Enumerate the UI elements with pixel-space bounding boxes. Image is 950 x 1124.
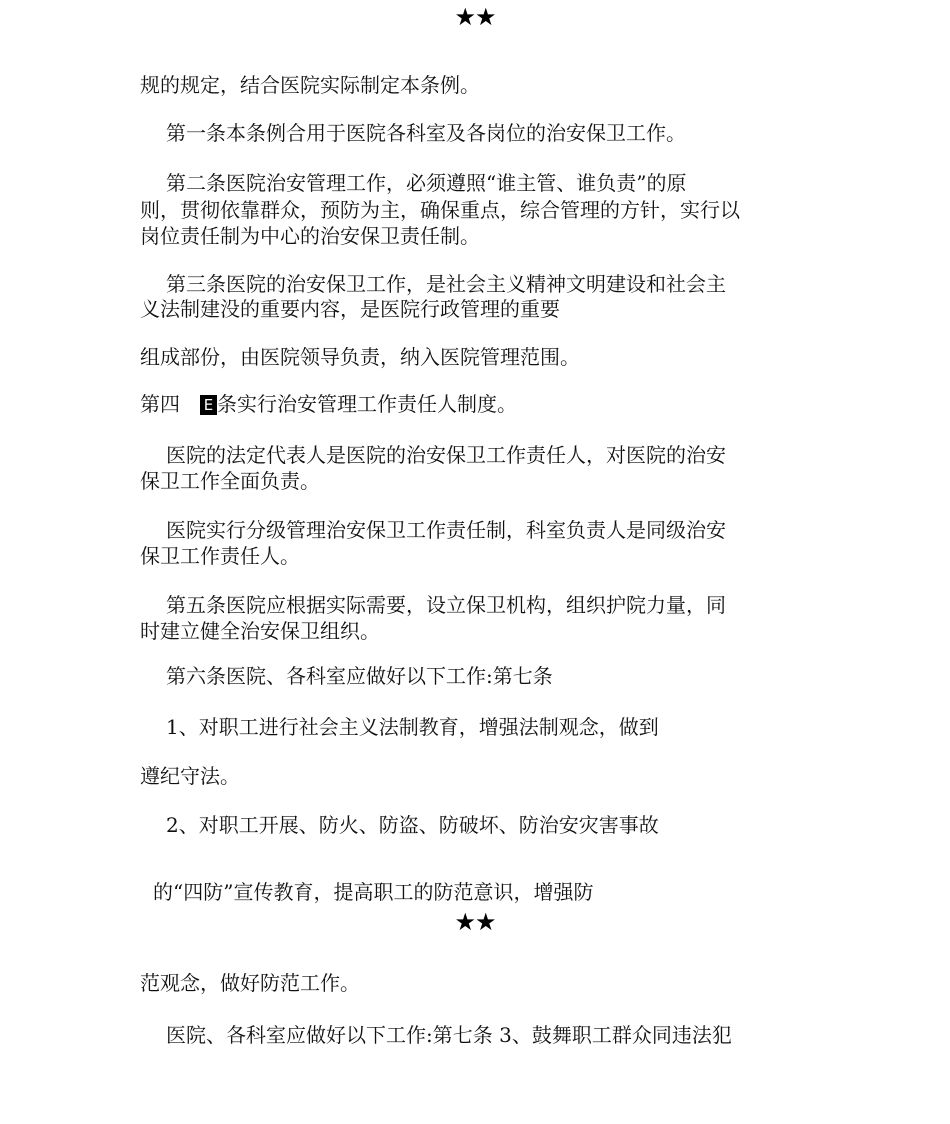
list-item-1-line-1: 1、对职工进行社会主义法制教育，增强法制观念，做到	[166, 715, 659, 739]
list-item-2-line-2: 的“四防”宣传教育，提高职工的防范意识，增强防	[153, 880, 594, 904]
article-4-suffix: 条实行治安管理工作责任人制度。	[217, 392, 517, 416]
article-4-line	[140, 392, 517, 416]
article-2-line-1: 第二条医院治安管理工作，必须遵照“谁主管、谁负责”的原	[166, 171, 687, 195]
paragraph-line: 保卫工作全面负责。	[140, 469, 320, 493]
footer-stars: ★★	[454, 908, 496, 936]
list-item-1-line-2: 遵纪守法。	[140, 764, 240, 788]
article-5-line-2: 时建立健全治安保卫组织。	[140, 619, 380, 643]
text-line: 医院、各科室应做好以下工作:第七条 3、鼓舞职工群众同违法犯	[166, 1023, 732, 1047]
paragraph-line: 医院的法定代表人是医院的治安保卫工作责任人，对医院的治安	[166, 443, 726, 467]
list-item-2-line-1: 2、对职工开展、防火、防盗、防破坏、防治安灾害事故	[166, 813, 659, 837]
article-6-line: 第六条医院、各科室应做好以下工作:第七条	[166, 664, 553, 688]
article-4-prefix: 第四	[140, 392, 200, 416]
article-2-line-3: 岗位责任制为中心的治安保卫责任制。	[140, 224, 480, 248]
article-1: 第一条本条例合用于医院各科室及各岗位的治安保卫工作。	[166, 121, 686, 145]
article-5-line-1: 第五条医院应根据实际需要，设立保卫机构，组织护院力量，同	[166, 593, 726, 617]
article-3-line-2: 义法制建没的重要内容，是医院行政管理的重要	[140, 297, 560, 321]
article-2-line-2: 则，贯彻依靠群众，预防为主，确保重点，综合管理的方针，实行以	[140, 198, 740, 222]
article-3-line-3: 组成部份，由医院领导负责，纳入医院管理范围。	[140, 345, 580, 369]
paragraph-line: 保卫工作责任人。	[140, 544, 300, 568]
header-stars: ★★	[454, 3, 496, 31]
article-3-line-1: 第三条医院的治安保卫工作，是社会主义精神文明建设和社会主	[166, 272, 726, 296]
text-cursor-glyph: E	[200, 395, 217, 415]
paragraph-line: 医院实行分级管理治安保卫工作责任制，科室负责人是同级治安	[166, 518, 726, 542]
text-line: 规的规定，结合医院实际制定本条例。	[140, 73, 480, 97]
text-line: 范观念，做好防范工作。	[140, 971, 360, 995]
